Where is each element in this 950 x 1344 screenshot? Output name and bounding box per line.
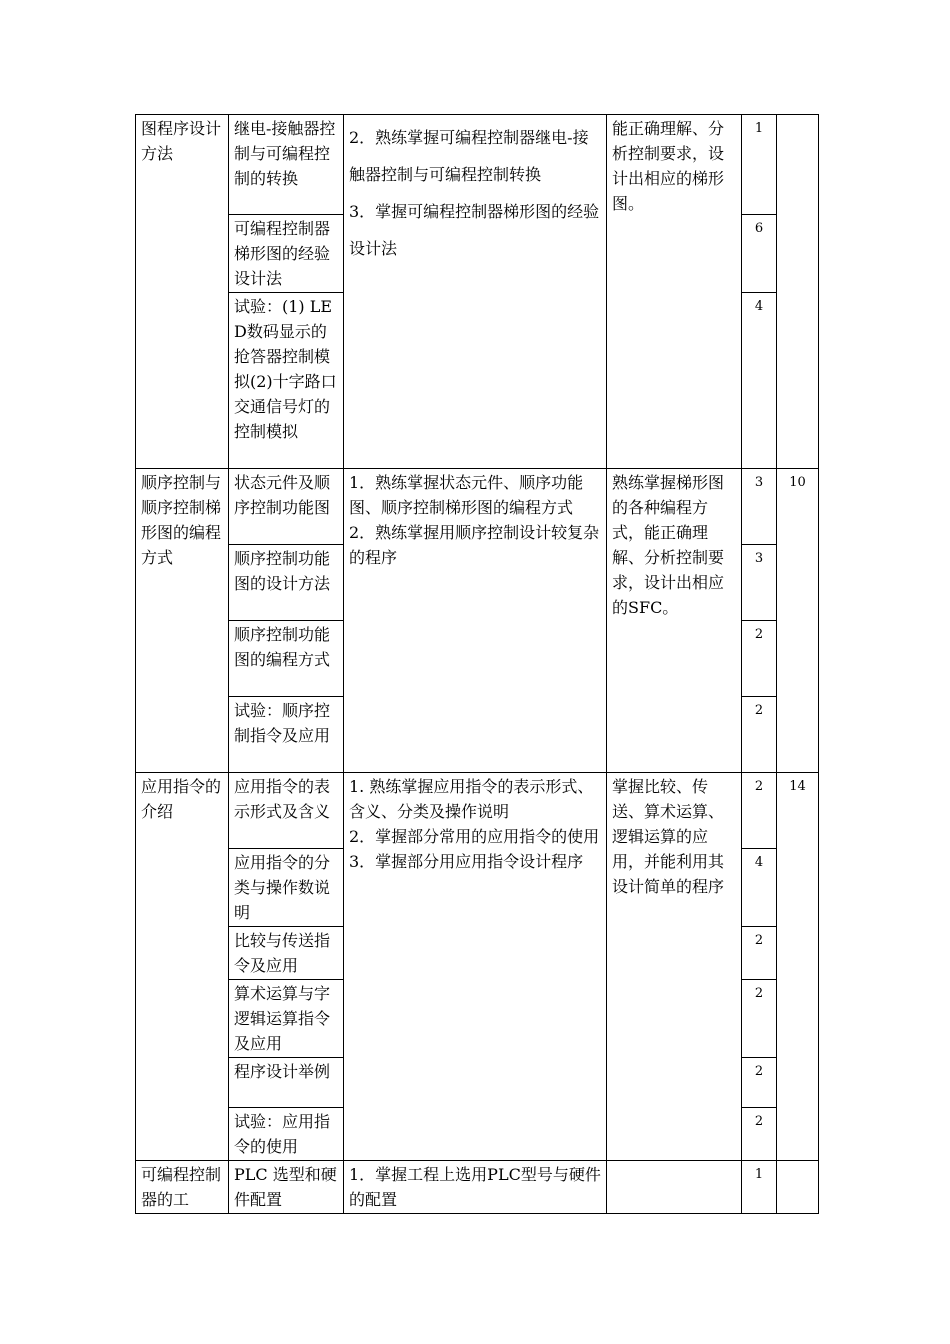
topic-cell: 算术运算与字逻辑运算指令及应用 bbox=[229, 980, 344, 1058]
hours-cell: 1 bbox=[742, 115, 777, 215]
topic-cell: 状态元件及顺序控制功能图 bbox=[229, 469, 344, 545]
goal-cell bbox=[607, 1161, 742, 1214]
topic-cell: 试验：应用指令的使用 bbox=[229, 1108, 344, 1161]
chapter-cell: 可编程控制器的工 bbox=[136, 1161, 229, 1214]
chapter-cell: 顺序控制与顺序控制梯形图的编程方式 bbox=[136, 469, 229, 773]
total-hours-cell bbox=[777, 115, 819, 469]
goal-cell: 能正确理解、分析控制要求，设计出相应的梯形图。 bbox=[607, 115, 742, 469]
table-row bbox=[136, 773, 819, 849]
total-hours-cell: 14 bbox=[777, 773, 819, 1161]
hours-cell: 2 bbox=[742, 773, 777, 849]
requirements-cell: 1．熟练掌握状态元件、顺序功能图、顺序控制梯形图的编程方式 2．熟练掌握用顺序控制设计较复杂的程序 bbox=[344, 469, 607, 773]
hours-cell: 4 bbox=[742, 293, 777, 469]
topic-cell: PLC 选型和硬件配置 bbox=[229, 1161, 344, 1214]
chapter-cell: 图程序设计方法 bbox=[136, 115, 229, 469]
topic-cell: 试验：(1) LED数码显示的抢答器控制模拟(2)十字路口交通信号灯的控制模拟 bbox=[229, 293, 344, 469]
hours-cell: 2 bbox=[742, 697, 777, 773]
requirements-cell: 1. 熟练掌握应用指令的表示形式、含义、分类及操作说明 2．掌握部分常用的应用指令的使用 3．掌握部分用应用指令设计程序 bbox=[344, 773, 607, 1161]
goal-cell: 掌握比较、传送、算术运算、逻辑运算的应用，并能利用其设计简单的程序 bbox=[607, 773, 742, 1161]
hours-cell: 3 bbox=[742, 545, 777, 621]
topic-cell: 应用指令的分类与操作数说明 bbox=[229, 849, 344, 927]
table-row bbox=[136, 115, 819, 215]
hours-cell: 6 bbox=[742, 215, 777, 293]
total-hours-cell: 10 bbox=[777, 469, 819, 773]
hours-cell: 2 bbox=[742, 621, 777, 697]
topic-cell: 试验：顺序控制指令及应用 bbox=[229, 697, 344, 773]
topic-cell: 顺序控制功能图的编程方式 bbox=[229, 621, 344, 697]
hours-cell: 1 bbox=[742, 1161, 777, 1214]
table-row bbox=[136, 469, 819, 545]
topic-cell: 程序设计举例 bbox=[229, 1058, 344, 1108]
hours-cell: 2 bbox=[742, 927, 777, 980]
table-row bbox=[136, 1161, 819, 1214]
hours-cell: 2 bbox=[742, 980, 777, 1058]
hours-cell: 2 bbox=[742, 1058, 777, 1108]
chapter-cell: 应用指令的介绍 bbox=[136, 773, 229, 1161]
topic-cell: 比较与传送指令及应用 bbox=[229, 927, 344, 980]
syllabus-table bbox=[135, 114, 819, 1214]
topic-cell: 继电-接触器控制与可编程控制的转换 bbox=[229, 115, 344, 215]
goal-cell: 熟练掌握梯形图的各种编程方式，能正确理解、分析控制要求，设计出相应的SFC。 bbox=[607, 469, 742, 773]
requirements-cell: 2．熟练掌握可编程控制器继电-接触器控制与可编程控制转换 3．掌握可编程控制器梯形图的经验设计法 bbox=[344, 115, 607, 469]
requirements-cell: 1．掌握工程上选用PLC型号与硬件的配置 bbox=[344, 1161, 607, 1214]
topic-cell: 可编程控制器梯形图的经验设计法 bbox=[229, 215, 344, 293]
hours-cell: 2 bbox=[742, 1108, 777, 1161]
total-hours-cell bbox=[777, 1161, 819, 1214]
topic-cell: 应用指令的表示形式及含义 bbox=[229, 773, 344, 849]
hours-cell: 4 bbox=[742, 849, 777, 927]
hours-cell: 3 bbox=[742, 469, 777, 545]
topic-cell: 顺序控制功能图的设计方法 bbox=[229, 545, 344, 621]
